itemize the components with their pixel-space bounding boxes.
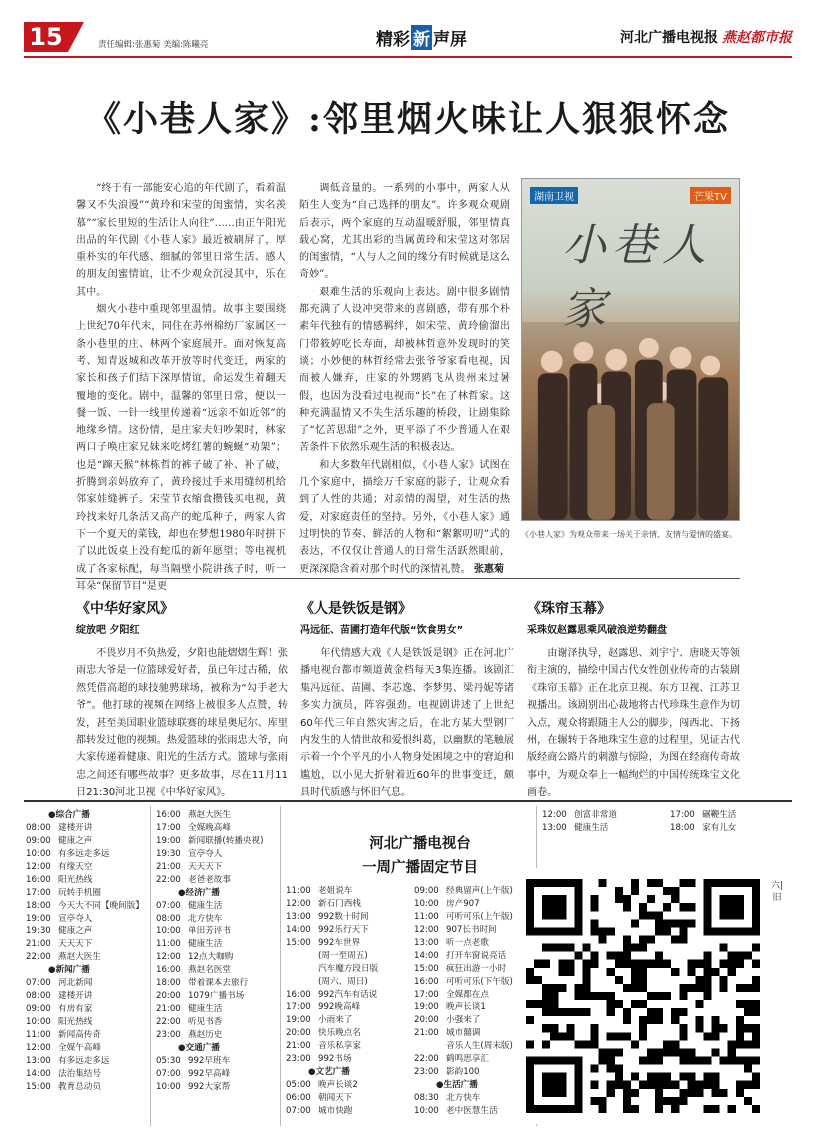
schedule-time: 07:00 (26, 978, 51, 989)
schedule-program: 创富非常道 (574, 810, 617, 820)
schedule-time: 13:00 (414, 937, 439, 948)
schedule-time: 18:00 (156, 978, 181, 989)
schedule-program: 健康之声 (58, 835, 93, 846)
schedule-program: 有多远走多远 (58, 1055, 110, 1066)
schedule-entry (26, 1042, 144, 1055)
schedule-program: 北方快车 (188, 913, 223, 924)
schedule-entry (414, 989, 513, 1002)
schedule-program: 992早高峰 (188, 1068, 231, 1079)
schedule-time: 09:00 (26, 835, 51, 846)
brief-zhonghua-haojiafeng (76, 598, 288, 802)
schedule-entry (156, 1029, 263, 1042)
schedule-time: 12:00 (26, 1042, 51, 1053)
schedule-time: 23:00 (286, 1054, 311, 1065)
poster-caption: 《小巷人家》为观众带来一场关于亲情、友情与爱情的盛宴。 (521, 530, 737, 539)
schedule-time: 16:00 (414, 976, 439, 987)
section-name-pre: 精彩 (376, 30, 410, 50)
brand-name: 河北广播电视报 (620, 30, 718, 46)
schedule-entry (286, 963, 378, 976)
schedule-time: 12:00 (286, 898, 311, 909)
schedule-program: 朝闻天下 (318, 1093, 353, 1103)
schedule-time: 17:00 (670, 810, 695, 820)
schedule-entry (414, 1014, 513, 1027)
lead-paragraph: 烟火小巷中重现邻里温情。故事主要围绕上世纪70年代末，同住在苏州棉纺厂家属区一条小巷里的庄、林两个家庭展开。面对恢复高考、知青返城和改革开放等时代变迁，两家的家长和孩子们结下深厚情谊，命运发生着翻天覆地的变化。剧中，温馨的邻里日常，便以一餐一饭、一针一线里传递着“远亲不如近邻”的地缘乡情。这份情，是庄家夫妇吵架时，林家两口子唤庄家兄妹来吃烤红薯的蜿蜒“劝架”；也是“蹿天猴”林栋哲的裤子破了补、补了破，折腾到亲妈放弃了，黄玲接过手来用缝纫机给邻家娃缝裤子。宋莹节衣缩食攒钱买电视，黄玲找来好几条活又高产的蛇瓜种子，两家人省下一个夏天的菜钱，却也在梦想1980年时拼下了以此饭桌上没有蛇瓜的新年愿望；等电视机成了各家标配，每当隔壁小院讲孩子时，听一耳朵“保留节目”是更 (76, 304, 286, 592)
schedule-time: 17:00 (414, 989, 439, 1000)
brief-title: 《珠帘玉幕》 (527, 601, 611, 617)
schedule-time: 11:00 (414, 911, 439, 922)
brief-text: 由谢泽执导，赵露思、刘宇宁、唐晓天等领衔主演的，描绘中国古代女性创业传奇的古装剧《珠帘玉幕》正在北京卫视、东方卫视、江苏卫视播出。该剧别出心裁地将古代珍珠生意作为切入点，观众将跟随主人公的脚步，闯西北、下扬州，在辗转于各地珠宝生意的过程里，见证古代版经商公路片的刺激与惊险，为图在经商传奇故事中，为观众奉上一幅绚烂的中国传统珠宝文化画卷。 (527, 648, 740, 799)
schedule-column-3 (286, 885, 378, 1118)
schedule-channel-heading: ●经济广播 (178, 887, 220, 898)
lead-paragraph: “终于有一部能安心追的年代剧了，看着温馨又不失浪漫”“黄玲和宋莹的闺蜜情，实名羡慕”“家长里短的生活让人向往”……由正午阳光出品的年代剧《小巷人家》最近被刷屏了，厚重朴实的年代感、细腻的邻里日常生活、感人的朋友闺蜜情谊，让不少观众沉浸其中，乐在其中。 (76, 183, 286, 298)
schedule-entry (286, 1027, 378, 1040)
schedule-time: 15:00 (26, 1081, 51, 1092)
schedule-entry (26, 951, 144, 964)
schedule-entry (26, 874, 144, 887)
schedule-time: 21:00 (156, 861, 181, 872)
poster-title: 小巷人家 (562, 220, 712, 335)
schedule-time: 13:00 (286, 911, 311, 922)
schedule-time: 16:00 (156, 965, 181, 976)
schedule-entry (26, 977, 144, 990)
schedule-column-2 (156, 809, 263, 1094)
schedule-entry (26, 913, 144, 926)
schedule-program: 小雨来了 (318, 1015, 353, 1026)
schedule-entry (414, 976, 513, 989)
schedule-time: 07:00 (286, 1105, 311, 1116)
schedule-channel-heading: ●文艺广播 (308, 1067, 350, 1078)
schedule-time: 05:00 (286, 1080, 311, 1091)
schedule-time: 17:00 (156, 822, 181, 833)
hunan-tv-logo: 湖南卫视 (530, 187, 578, 204)
schedule-entry (286, 924, 378, 937)
schedule-time: 19:30 (26, 926, 51, 937)
schedule-time: 23:00 (156, 1029, 181, 1040)
schedule-time: 17:00 (286, 1002, 311, 1013)
schedule-program: 晚声长谈1 (446, 1002, 486, 1013)
newspaper-brand (620, 27, 792, 47)
schedule-program: 阳光热线 (58, 1017, 93, 1027)
schedule-entry (156, 1016, 263, 1029)
schedule-time: 11:00 (156, 939, 181, 950)
page-headline: 《小巷人家》:邻里烟火味让人狠狠怀念 (86, 99, 730, 140)
schedule-program: 有缘天空 (58, 861, 93, 872)
schedule-program: 玩转手机圈 (58, 887, 101, 898)
schedule-time: 10:00 (26, 848, 51, 859)
brief-ren-shi-tiefan (300, 598, 514, 802)
brief-title: 《人是铁饭是钢》 (300, 601, 412, 617)
schedule-time: 19:00 (414, 1002, 439, 1013)
schedule-time: 16:00 (286, 989, 311, 1000)
cast-group-illustration (522, 322, 739, 520)
schedule-program: 经典留声(上午版) (446, 886, 513, 896)
schedule-program: 今天大不同【晚间版】 (58, 900, 144, 911)
schedule-entry (414, 911, 513, 924)
schedule-entry (414, 1053, 513, 1066)
schedule-program: 健康生活 (574, 822, 609, 833)
schedule-entry (26, 925, 144, 938)
section-name-post: 声屏 (433, 30, 467, 50)
schedule-entry (156, 848, 263, 861)
lead-paragraph (299, 457, 510, 578)
schedule-time: 16:00 (26, 874, 51, 885)
schedule-time: 21:00 (414, 1028, 439, 1039)
schedule-time: 07:00 (156, 900, 181, 911)
schedule-time: 14:00 (414, 950, 439, 961)
schedule-time: 13:00 (542, 822, 567, 833)
schedule-program: 城市囍调 (446, 1028, 481, 1039)
schedule-channel-heading: ●新闻广播 (48, 965, 90, 976)
schedule-entry (26, 835, 144, 848)
schedule-entry (286, 1001, 378, 1014)
schedule-entry (414, 1066, 513, 1079)
schedule-program: 992乐行天下 (318, 924, 369, 935)
schedule-entry (670, 809, 736, 822)
schedule-program: 新闻高传奇 (58, 1029, 101, 1040)
schedule-time: 22:00 (156, 874, 181, 885)
schedule-program: 单田芳评书 (188, 926, 231, 937)
schedule-entry (26, 822, 144, 835)
schedule-entry (414, 1092, 513, 1105)
schedule-title-line: 河北广播电视台 (369, 835, 471, 852)
schedule-time: 19:00 (156, 835, 181, 846)
schedule-time: 20:00 (286, 1028, 311, 1039)
schedule-time: 11:00 (286, 886, 311, 896)
schedule-program: 音乐人生(周末版) (446, 1041, 513, 1052)
schedule-entry (26, 900, 144, 913)
schedule-time: 10:00 (156, 1081, 181, 1092)
schedule-entry (542, 809, 617, 822)
schedule-program: 有多远走多远 (58, 848, 110, 859)
schedule-program: 快乐晚点名 (318, 1028, 361, 1039)
schedule-entry (26, 1003, 144, 1016)
schedule-time: 12:00 (156, 952, 181, 963)
schedule-time: 08:30 (414, 1093, 439, 1103)
schedule-program: 宣亭夺人 (58, 913, 93, 924)
brief-text: 年代情感大戏《人是铁饭是钢》正在河北广播电视台都市频道黄金档每天3集连播。该剧汇集冯远征、苗圃、李芯逸、李梦男、梁丹妮等诸多实力演员，阵容强劲。电视剧讲述了上世纪60年代三年自然灾害之后，在北方某大型钢厂内发生的人情世故和爱恨纠葛，以幽默的笔触展示着一个个平凡的小人物身处困境之中的窘迫和尴尬，以小见大折射着近60年的世事变迁，颇具时代质感与怀旧气息。 (300, 648, 514, 799)
schedule-entry (156, 900, 263, 913)
section-name-highlight: 新 (411, 25, 432, 50)
schedule-program: 小强来了 (446, 1015, 481, 1026)
schedule-entry (156, 1055, 263, 1068)
schedule-entry (670, 822, 736, 835)
brief-zhulian-yumu (527, 598, 740, 802)
schedule-channel-heading: ●生活广播 (436, 1080, 478, 1091)
editor-credits: 责任编辑:张惠菊 美编:陈曦亮 (98, 40, 209, 50)
schedule-time: 14:00 (26, 1068, 51, 1079)
schedule-entry (414, 1105, 513, 1118)
schedule-entry (26, 938, 144, 951)
schedule-entry (286, 1040, 378, 1053)
schedule-time: 05:30 (156, 1055, 181, 1066)
schedule-program: 听一点老歌 (446, 937, 489, 948)
schedule-entry (414, 898, 513, 911)
schedule-time: 11:00 (26, 1029, 51, 1040)
schedule-title (300, 832, 540, 880)
schedule-entry (26, 1029, 144, 1042)
schedule-divider (24, 800, 792, 802)
schedule-program: 影韵100 (446, 1067, 480, 1078)
schedule-time: 18:00 (670, 822, 695, 833)
schedule-program: 疯狂出游一小时 (446, 963, 507, 974)
mango-tv-logo: 芒果TV (690, 187, 731, 204)
schedule-program: 燕赵大医生 (188, 810, 231, 820)
schedule-program: 老姐说车 (318, 886, 353, 896)
schedule-entry (286, 1014, 378, 1027)
schedule-program: 全媒午高峰 (58, 1042, 101, 1053)
schedule-time: 14:00 (286, 924, 311, 935)
schedule-time: 12:00 (414, 924, 439, 935)
schedule-time: 20:00 (414, 1015, 439, 1026)
schedule-program: (周六、周日) (318, 976, 368, 987)
schedule-program: 碾鞭生活 (702, 810, 737, 820)
schedule-program: 可听可乐(上午版) (446, 911, 513, 922)
schedule-entry (286, 937, 378, 950)
schedule-channel-heading: ●综合广播 (48, 810, 90, 820)
page-number: 15 (24, 22, 68, 52)
masthead (24, 22, 792, 54)
schedule-program: 听见书香 (188, 1017, 223, 1027)
schedule-entry (286, 885, 378, 898)
schedule-entry (26, 1081, 144, 1094)
schedule-program: 992晚高峰 (318, 1002, 361, 1013)
schedule-program: 城市快跑 (318, 1105, 353, 1116)
schedule-program: 992车世界 (318, 937, 361, 948)
schedule-program: 健康生活 (188, 1004, 223, 1015)
schedule-program: 新石门西栈 (318, 898, 361, 909)
schedule-column-4 (414, 885, 513, 1118)
schedule-program: 1079广播书场 (188, 991, 245, 1002)
schedule-title-line: 一周广播固定节目 (362, 859, 478, 876)
schedule-time: 22:00 (156, 1017, 181, 1027)
schedule-entry (26, 848, 144, 861)
schedule-entry (542, 822, 617, 835)
brief-subtitle: 采珠奴赵露思乘风破浪逆势翻盘 (527, 625, 667, 636)
schedule-entry (26, 1016, 144, 1029)
schedule-program: 晚声长谈2 (318, 1080, 358, 1091)
schedule-program: 12点大咖购 (188, 952, 234, 963)
schedule-entry (414, 937, 513, 950)
schedule-entry (156, 835, 263, 848)
schedule-program: 天天天下 (58, 939, 93, 950)
schedule-time: 21:00 (156, 1004, 181, 1015)
schedule-entry (26, 861, 144, 874)
schedule-time: 10:00 (414, 1105, 439, 1116)
schedule-program: 全媒晚高峰 (188, 822, 231, 833)
schedule-time: 17:00 (26, 887, 51, 898)
schedule-program: 992早班车 (188, 1055, 231, 1066)
schedule-program: 北方快车 (446, 1093, 481, 1103)
schedule-time: 22:00 (414, 1054, 439, 1065)
schedule-program: 有房有家 (58, 1004, 93, 1015)
schedule-entry (156, 1081, 263, 1094)
schedule-entry (156, 925, 263, 938)
schedule-time: 09:00 (26, 1004, 51, 1015)
schedule-program: 老中医慧生活 (446, 1105, 498, 1116)
schedule-time: 07:00 (156, 1068, 181, 1079)
schedule-time: 16:00 (156, 810, 181, 820)
schedule-entry (26, 1068, 144, 1081)
schedule-time: 20:00 (156, 991, 181, 1002)
schedule-time: 19:30 (156, 848, 181, 859)
schedule-entry (156, 874, 263, 887)
lead-paragraph: 艰难生活的乐观向上表达。剧中很多剧情都充满了人设冲突带来的喜剧感，带有那个朴素年代独有的情感羁绊，如宋莹、黄玲偷溜出门带筱婷吃长寿面，却被林哲意外发现时的笑谈；小妙便的林哲经常去张爷爷家看电视，因而被人嫌弃，庄家的外甥鸥飞从贵州来过暑假，也因为没看过电视而“长”在了林哲家。这种充满温情又不失生活乐趣的桥段，让剧集除了“忆苦思甜”之外，更平添了不少普通人在艰苦条件下依然乐观生活的积极表达。 (299, 286, 510, 454)
schedule-program: 阳光热线 (58, 874, 93, 885)
schedule-time: 23:00 (414, 1067, 439, 1078)
schedule-entry (414, 885, 513, 898)
schedule-program: 燕赵历史 (188, 1029, 223, 1040)
lead-article-column-1 (76, 180, 286, 595)
schedule-entry (156, 990, 263, 1003)
section-name (376, 25, 467, 50)
schedule-column-5 (542, 809, 617, 835)
schedule-column-1 (26, 809, 144, 1094)
schedule-program: 家有儿女 (702, 822, 737, 833)
schedule-program: 燕赵大医生 (58, 952, 101, 963)
brief-text: 不畏岁月不负热爱，夕阳也能熠熠生辉！张雨忠大爷是一位篮球爱好者，虽已年过古稀，依然凭借高超的球技驰骋球场，被称为“勾手老大爷”。他打球的视频在网络上被很多人点赞，转发，甚至美国职业篮球联赛的球星奥尼尔、库里都转发过他的视频。热爱篮球的张雨忠大爷，向大家传递着健康、阳光的生活方式。篮球与张雨忠之间还有哪些故事？更多故事，尽在11月11日21:30河北卫视《中华好家风》。 (76, 648, 288, 799)
schedule-entry (286, 989, 378, 1002)
schedule-time: 15:00 (286, 937, 311, 948)
side-note: 六|旧 (770, 881, 784, 903)
brief-title: 《中华好家风》 (76, 601, 174, 617)
brand-script-logo: 燕赵都市报 (722, 30, 792, 46)
schedule-program: 全媒都在点 (446, 989, 489, 1000)
schedule-entry (286, 1105, 378, 1118)
schedule-program: (周一至周五) (318, 950, 368, 961)
qr-code[interactable] (526, 868, 760, 1124)
schedule-time: 21:00 (286, 1041, 311, 1052)
column-separator (150, 806, 151, 1126)
schedule-program: 992大家帮 (188, 1081, 231, 1092)
schedule-entry (286, 911, 378, 924)
schedule-time: 19:00 (26, 913, 51, 924)
schedule-program: 可听可乐(下午版) (446, 976, 513, 987)
schedule-time: 18:00 (26, 900, 51, 911)
schedule-program: 健康生活 (188, 900, 223, 911)
section-divider (76, 578, 740, 579)
schedule-program: 教育总动员 (58, 1081, 101, 1092)
schedule-entry (26, 1055, 144, 1068)
schedule-time: 19:00 (286, 1015, 311, 1026)
schedule-entry (414, 950, 513, 963)
schedule-entry (156, 1003, 263, 1016)
schedule-entry (156, 822, 263, 835)
schedule-time: 08:00 (26, 822, 51, 833)
schedule-entry (414, 1027, 513, 1040)
schedule-program: 房产907 (446, 898, 480, 909)
schedule-program: 992数十时间 (318, 911, 369, 922)
schedule-program: 带着课本去旅行 (188, 978, 249, 989)
schedule-entry (414, 924, 513, 937)
schedule-program: 音乐私享家 (318, 1041, 361, 1052)
schedule-program: 法治集结号 (58, 1068, 101, 1079)
schedule-column-6 (670, 809, 736, 835)
byline: 张惠菊 (473, 563, 505, 575)
schedule-entry (414, 1040, 513, 1053)
schedule-time: 15:00 (414, 963, 439, 974)
schedule-entry (156, 977, 263, 990)
schedule-time: 06:00 (286, 1093, 311, 1103)
schedule-program: 打开车窗说亮话 (446, 950, 507, 961)
schedule-channel-heading: ●交通广播 (178, 1042, 220, 1053)
masthead-divider (24, 56, 792, 58)
schedule-program: 907长书时间 (446, 924, 497, 935)
schedule-entry (156, 938, 263, 951)
schedule-program: 燕赵名医堂 (188, 965, 231, 976)
brief-subtitle: 冯远征、苗圃打造年代版“饮食男女” (300, 625, 464, 636)
schedule-program: 建楼开讲 (58, 991, 93, 1002)
schedule-program: 健康之声 (58, 926, 93, 937)
brief-subtitle: 绽放吧 夕阳红 (76, 625, 140, 636)
schedule-program: 汽车魔方段日版 (318, 963, 379, 974)
schedule-program: 河北新闻 (58, 978, 93, 989)
schedule-entry (156, 809, 263, 822)
schedule-time: 13:00 (26, 1055, 51, 1066)
schedule-program: 新闻联播(转播央视) (188, 835, 264, 846)
schedule-program: 健康生活 (188, 939, 223, 950)
schedule-entry (26, 990, 144, 1003)
lead-paragraph: 调低音量的。一系列的小事中，两家人从陌生人变为“自己选择的朋友”。许多观众观剧后表示，两个家庭的互动温暖舒服，邻里情真载心窝，尤其出彩的当属黄玲和宋莹这对邻居的闺蜜情，“人与人之间的缘分有时候就是这么奇妙”。 (299, 183, 510, 281)
column-separator (280, 806, 281, 1126)
schedule-entry (156, 861, 263, 874)
schedule-time: 10:00 (26, 1017, 51, 1027)
schedule-entry (414, 1001, 513, 1014)
schedule-time: 22:00 (26, 952, 51, 963)
schedule-time: 10:00 (414, 898, 439, 909)
schedule-time: 09:00 (414, 886, 439, 896)
schedule-entry (286, 1053, 378, 1066)
lead-paragraph-text: 和大多数年代剧相似，《小巷人家》试图在几个家庭中，描绘万千家庭的影子，让观众看到了人性的共通；对亲情的渴望，对生活的热爱，对家庭责任的坚持。另外，《小巷人家》通过明快的节奏、鲜活的人物和“絮絮叨叨”式的表达，不仅仅让普通人的日常生活跃然眼前，更深深隐含着对那个时代的深情礼赞。 (299, 459, 510, 575)
schedule-time: 08:00 (26, 991, 51, 1002)
schedule-entry (414, 963, 513, 976)
schedule-entry (156, 913, 263, 926)
schedule-time: 12:00 (26, 861, 51, 872)
schedule-time: 12:00 (542, 810, 567, 820)
schedule-entry (286, 976, 378, 989)
schedule-program: 鹤鸣思享汇 (446, 1054, 489, 1065)
schedule-entry (286, 1079, 378, 1092)
drama-poster-image (521, 178, 740, 521)
schedule-entry (156, 951, 263, 964)
schedule-entry (286, 1092, 378, 1105)
schedule-entry (26, 887, 144, 900)
schedule-entry (286, 898, 378, 911)
schedule-program: 建楼开讲 (58, 822, 93, 833)
schedule-time: 08:00 (156, 913, 181, 924)
schedule-program: 宣亭夺人 (188, 848, 223, 859)
schedule-entry (156, 1068, 263, 1081)
schedule-time: 21:00 (26, 939, 51, 950)
schedule-entry (156, 964, 263, 977)
schedule-program: 992汽车有话说 (318, 989, 378, 1000)
schedule-time: 10:00 (156, 926, 181, 937)
lead-article-column-2 (299, 180, 510, 578)
schedule-program: 老爸老故事 (188, 874, 231, 885)
schedule-program: 天天天下 (188, 861, 223, 872)
schedule-entry (286, 950, 378, 963)
schedule-program: 992书场 (318, 1054, 352, 1065)
